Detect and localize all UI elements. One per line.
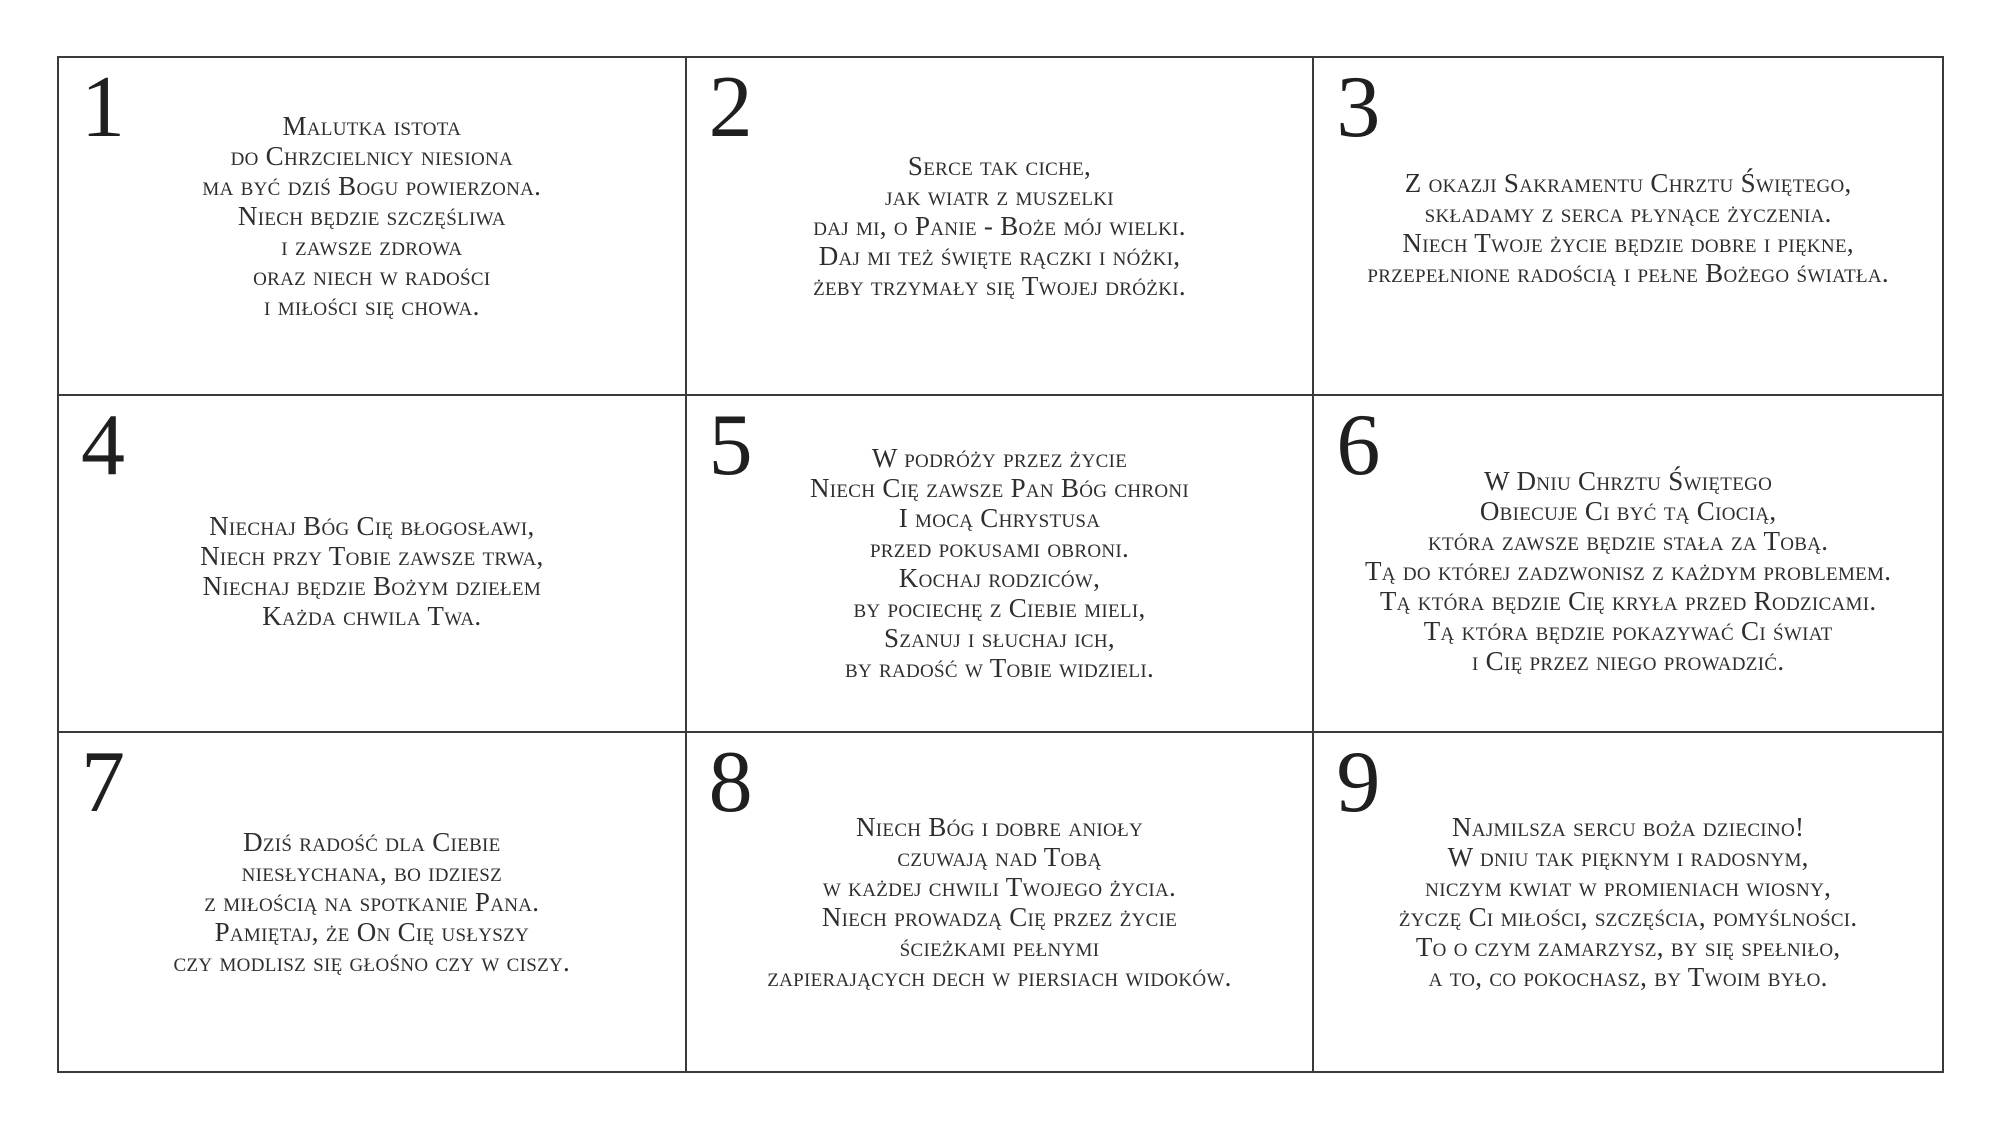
verse-line: Z okazji Sakramentu Chrztu Świętego, <box>1404 167 1852 198</box>
verse-line: i Cię przez niego prowadzić. <box>1471 646 1785 677</box>
verse-line: by pociechę z Ciebie mieli, <box>853 593 1146 624</box>
verse-line: To o czym zamarzysz, by się spełniło, <box>1415 932 1841 963</box>
verse-line: Niech Twoje życie będzie dobre i piękne, <box>1402 227 1854 258</box>
card-7 <box>59 733 687 1071</box>
verse-line: Obiecuje Ci być tą Ciocią, <box>1479 496 1777 527</box>
verse-line: do Chrzcielnicy niesiona <box>230 140 514 171</box>
card-verse <box>1330 733 1926 1071</box>
verse-line: przepełnione radością i pełne Bożego światła. <box>1367 257 1889 288</box>
card-grid <box>57 56 1944 1073</box>
card-verse <box>703 733 1297 1071</box>
verse-line: Serce tak ciche, <box>907 150 1092 181</box>
verse-line: ścieżkami pełnymi <box>899 932 1100 963</box>
verse-line: Tą do której zadzwonisz z każdym problemem. <box>1365 556 1892 587</box>
card-number: 7 <box>81 734 125 832</box>
card-number: 4 <box>81 396 125 494</box>
verse-line: oraz niech w radości <box>253 260 491 291</box>
card-number: 8 <box>708 734 753 832</box>
verse-line: Szanuj i słuchaj ich, <box>884 623 1115 654</box>
card-verse <box>1330 396 1926 732</box>
verse-line: w każdej chwili Twojego życia. <box>822 872 1177 903</box>
verse-line: która zawsze będzie stała za Tobą. <box>1427 526 1829 557</box>
verse-line: I mocą Chrystusa <box>898 503 1101 534</box>
card-3 <box>1314 58 1942 396</box>
verse-line: żeby trzymały się Twojej dróżki. <box>813 270 1186 301</box>
verse-line: i miłości się chowa. <box>264 290 480 321</box>
verse-line: Niech przy Tobie zawsze trwa, <box>200 541 544 572</box>
card-5 <box>687 396 1315 734</box>
verse-line: by radość w Tobie widzieli. <box>844 653 1155 684</box>
verse-line: ma być dziś Bogu powierzona. <box>202 170 542 201</box>
verse-line: W dniu tak pięknym i radosnym, <box>1447 842 1809 873</box>
verse-line: daj mi, o Panie - Boże mój wielki. <box>813 210 1186 241</box>
verse-line: czy modlisz się głośno czy w ciszy. <box>173 947 571 978</box>
card-9 <box>1314 733 1942 1071</box>
verse-line: Tą która będzie Cię kryła przed Rodzicami. <box>1379 586 1877 617</box>
verse-line: Malutka istota <box>282 110 462 141</box>
verse-line: zapierających dech w piersiach widoków. <box>767 962 1232 993</box>
card-1 <box>59 58 687 396</box>
verse-line: Niech będzie szczęśliwa <box>237 200 506 231</box>
verse-line: Niech Bóg i dobre anioły <box>855 812 1143 843</box>
card-number: 5 <box>708 396 753 494</box>
verse-line: i zawsze zdrowa <box>281 230 463 261</box>
verse-line: W Dniu Chrztu Świętego <box>1484 466 1773 497</box>
verse-line: czuwają nad Tobą <box>897 842 1102 873</box>
verse-line: Niech prowadzą Cię przez życie <box>821 902 1178 933</box>
verse-line: Najmilsza sercu boża dziecino! <box>1452 812 1805 843</box>
card-number: 1 <box>81 59 125 156</box>
verse-line: jak wiatr z muszelki <box>885 180 1114 211</box>
verse-line: a to, co pokochasz, by Twoim było. <box>1428 962 1828 993</box>
card-8 <box>687 733 1315 1071</box>
verse-line: Niechaj Bóg Cię błogosławi, <box>209 511 535 542</box>
verse-line: niczym kwiat w promieniach wiosny, <box>1425 872 1832 903</box>
card-number: 2 <box>708 59 753 156</box>
verse-line: z miłością na spotkanie Pana. <box>204 887 540 918</box>
verse-line: Pamiętaj, że On Cię usłyszy <box>214 917 530 948</box>
verse-line: życzę Ci miłości, szczęścia, pomyślności. <box>1398 902 1858 933</box>
verse-line: przed pokusami obroni. <box>869 533 1130 564</box>
verse-line: W podróży przez życie <box>871 443 1128 474</box>
card-verse <box>75 733 669 1071</box>
verse-line: Dziś radość dla Ciebie <box>243 827 501 858</box>
verse-line: Tą która będzie pokazywać Ci świat <box>1423 616 1833 647</box>
card-verse <box>1330 58 1926 394</box>
card-number: 3 <box>1336 59 1381 156</box>
card-6 <box>1314 396 1942 734</box>
verse-line: Daj mi też święte rączki i nóżki, <box>818 240 1181 271</box>
verse-line: Kochaj rodziców, <box>898 563 1101 594</box>
card-4 <box>59 396 687 734</box>
card-number: 6 <box>1336 396 1381 494</box>
card-verse <box>703 396 1297 732</box>
card-number: 9 <box>1336 734 1381 832</box>
verse-line: Niech Cię zawsze Pan Bóg chroni <box>809 473 1190 504</box>
verse-line: niesłychana, bo idziesz <box>241 857 503 888</box>
verse-line: Niechaj będzie Bożym dziełem <box>202 571 542 602</box>
verse-line: Każda chwila Twa. <box>262 601 482 632</box>
verse-line: składamy z serca płynące życzenia. <box>1424 197 1832 228</box>
card-verse <box>75 58 669 394</box>
card-verse <box>75 396 669 732</box>
card-verse <box>703 58 1297 394</box>
card-2 <box>687 58 1315 396</box>
